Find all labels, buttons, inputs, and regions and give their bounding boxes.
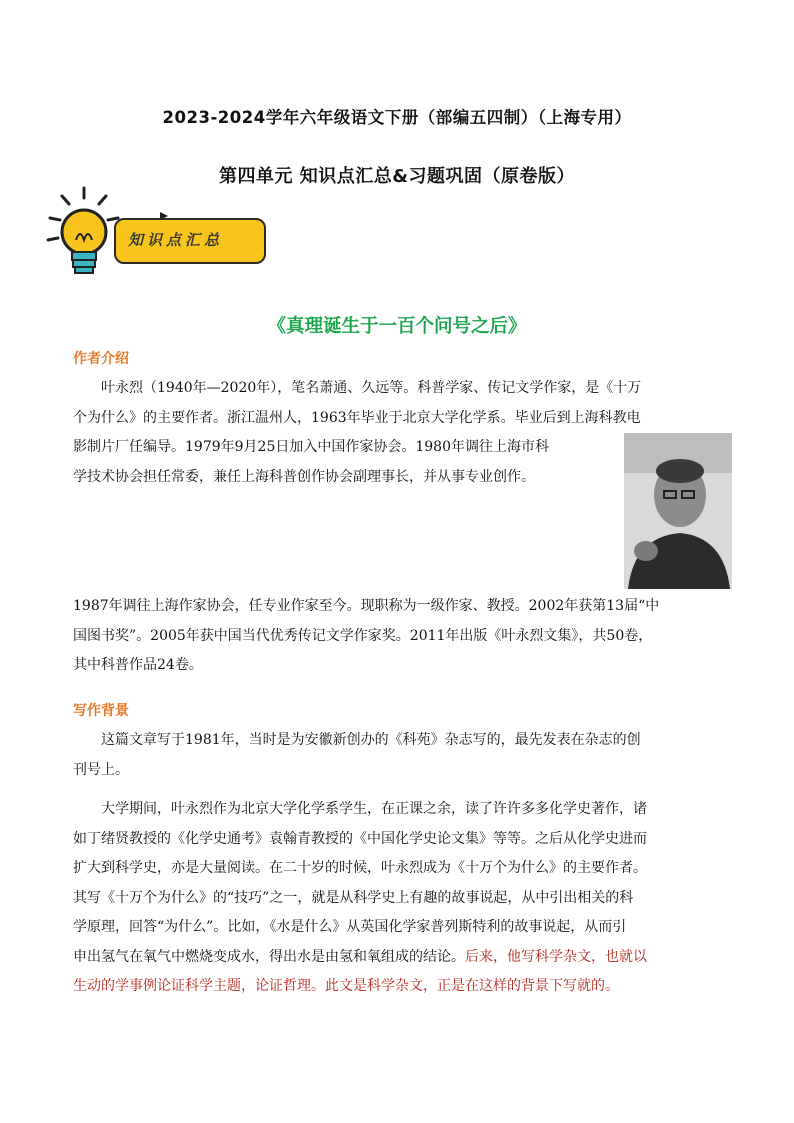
author-line-3: 影制片厂任编导。1979年9月25日加入中国作家协会。1980年调往上海市科 [73, 439, 549, 455]
document-subtitle: 第四单元 知识点汇总&习题巩固（原卷版） [219, 166, 575, 187]
author-line-5: 1987年调往上海作家协会，任专业作家至今。现职称为一级作家、教授。2002年获第13届“中 [73, 598, 660, 614]
background-p2-line-5: 学原理，回答“为什么”。比如，《水是什么》从英国化学家普列斯特利的故事说起，从而引 [73, 919, 627, 935]
author-line-1: 叶永烈（1940年—2020年），笔名萧通、久远等。科普学家、传记文学作家，是《十万 [101, 380, 642, 396]
author-photo [624, 433, 732, 589]
author-line-7: 其中科普作品24卷。 [73, 657, 203, 673]
background-paragraph-2 [73, 795, 728, 1002]
author-line-4: 学技术协会担任常委，兼任上海科普创作协会副理事长，并从事专业创作。 [73, 468, 535, 485]
background-p2-line-7: 生动的学事例论证科学主题，论证哲理。此文是科学杂文，正是在这样的背景下写就的。 [73, 978, 619, 994]
background-p2-line-4: 其写《十万个为什么》的“技巧”之一，就是从科学史上有趣的故事说起，从中引出相关的科 [73, 889, 634, 906]
background-p1-line-2: 刊号上。 [73, 761, 129, 778]
background-p1-line-1: 这篇文章写于1981年，当时是为安徽新创办的《科苑》杂志写的，最先发表在杂志的创 [101, 732, 641, 748]
document-title: 2023-2024学年六年级语文下册（部编五四制）（上海专用） [162, 108, 632, 127]
background-p2-line-2: 如丁绪贤教授的《化学史通考》袁翰青教授的《中国化学史论文集》等等。之后从化学史进而 [73, 830, 647, 847]
badge-label: 知识点汇总 [128, 231, 224, 249]
article-title: 《真理诞生于一百个问号之后》 [267, 316, 527, 337]
author-paragraph-bottom [73, 592, 728, 681]
background-paragraph-1 [73, 726, 728, 785]
background-p2-line-3: 扩大到科学史，亦是大量阅读。在二十岁的时候，叶永烈成为《十万个为什么》的主要作者。 [73, 860, 647, 876]
knowledge-summary-badge [44, 184, 274, 284]
author-line-2: 个为什么》的主要作者。浙江温州人，1963年毕业于北京大学化学系。毕业后到上海科教电 [73, 409, 641, 426]
author-section-heading: 作者介绍 [73, 351, 129, 367]
highlight-text: 后来，他写科学杂文，也就以 [465, 948, 647, 965]
background-p2-line-6: 申出氢气在氧气中燃烧变成水，得出水是由氢和氧组成的结论。后来，他写科学杂文，也就以 [73, 948, 647, 965]
background-p2-line-1: 大学期间，叶永烈作为北京大学化学系学生，在正课之余，读了许许多多化学史著作，诸 [101, 801, 647, 817]
author-line-6: 国图书奖”。2005年获中国当代优秀传记文学作家奖。2011年出版《叶永烈文集》，共50卷， [73, 627, 653, 644]
background-section-heading: 写作背景 [73, 703, 129, 719]
portrait-image [624, 433, 732, 589]
